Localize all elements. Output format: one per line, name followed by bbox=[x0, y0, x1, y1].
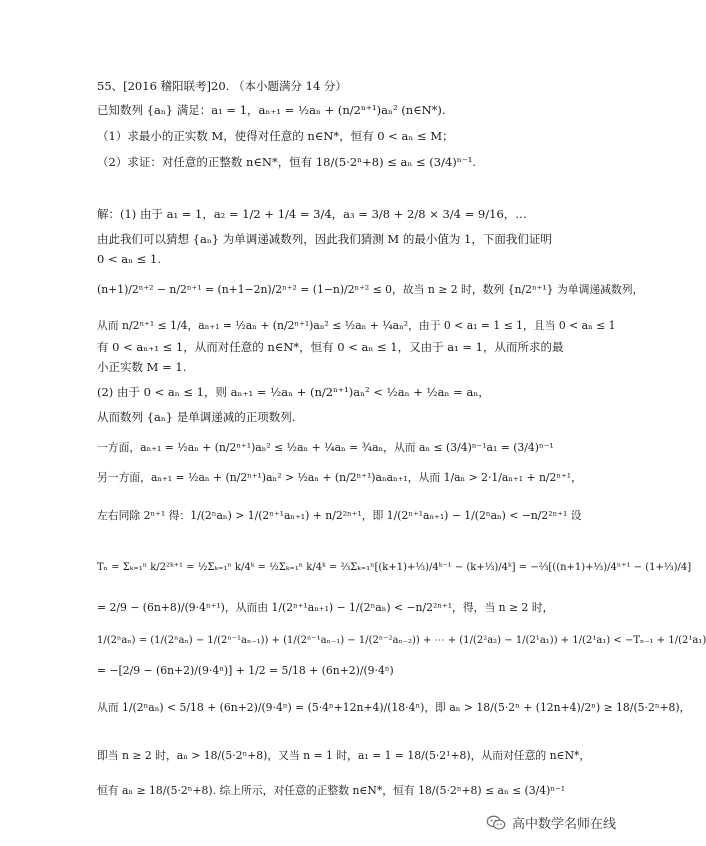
solution-line: 恒有 aₙ ≥ 18/(5·2ⁿ+8). 综上所示，对任意的正整数 n∈N*，恒有 18/(5·2ⁿ+8) ≤ aₙ ≤ (3/4)ⁿ⁻¹ bbox=[97, 784, 566, 797]
solution-line: 有 0 < aₙ₊₁ ≤ 1，从而对任意的 n∈N*，恒有 0 < aₙ ≤ 1，又由于 a₁ = 1，从而所求的最 bbox=[97, 340, 564, 354]
solution-line: (2) 由于 0 < aₙ ≤ 1，则 aₙ₊₁ = ½aₙ + (n/2ⁿ⁺¹)aₙ² < ½aₙ + ½aₙ = aₙ， bbox=[97, 385, 490, 399]
solution-line: 从而 n/2ⁿ⁺¹ ≤ 1/4，aₙ₊₁ = ½aₙ + (n/2ⁿ⁺¹)aₙ² ≤ ½aₙ + ¼aₙ²，由于 0 < a₁ = 1 ≤ 1，且当 0 < aₙ ≤ 1 bbox=[97, 319, 616, 332]
solution-line: 解：(1) 由于 a₁ = 1，a₂ = 1/2 + 1/4 = 3/4，a₃ = 3/8 + 2/8 × 3/4 = 9/16，… bbox=[97, 207, 527, 221]
solution-line: 从而 1/(2ⁿaₙ) < 5/18 + (6n+2)/(9·4ⁿ) = (5·4ⁿ+12n+4)/(18·4ⁿ)，即 aₙ > 18/(5·2ⁿ + (12n+4)/2ⁿ) ≥ 18/(5·2ⁿ+8)， bbox=[97, 701, 691, 714]
solution-line: 小正实数 M = 1. bbox=[97, 360, 187, 374]
question-part-1: （1）求最小的正实数 M，使得对任意的 n∈N*，恒有 0 < aₙ ≤ M； bbox=[97, 129, 454, 143]
solution-line: 0 < aₙ ≤ 1. bbox=[97, 252, 162, 266]
problem-header: 55、[2016 稽阳联考]20. （本小题满分 14 分） bbox=[97, 79, 347, 93]
problem-statement: 已知数列 {aₙ} 满足：a₁ = 1，aₙ₊₁ = ½aₙ + (n/2ⁿ⁺¹)aₙ² (n∈N*). bbox=[97, 103, 446, 117]
solution-line: 从而数列 {aₙ} 是单调递减的正项数列. bbox=[97, 410, 296, 424]
solution-line: Tₙ = Σₖ₌₁ⁿ k/2²ᵏ⁺¹ = ½Σₖ₌₁ⁿ k/4ᵏ = ½Σₖ₌₁ⁿ k/4ᵏ = ⅔Σₖ₌₁ⁿ[(k+1)+⅓)/4ᵏ⁻¹ − (k+⅓)/4ᵏ] = −⅔[((n+1)+⅓)/4ⁿ⁺¹ − (1+⅓)/4] bbox=[97, 562, 692, 573]
solution-line: (n+1)/2ⁿ⁺² − n/2ⁿ⁺¹ = (n+1−2n)/2ⁿ⁺² = (1−n)/2ⁿ⁺² ≤ 0，故当 n ≥ 2 时，数列 {n/2ⁿ⁺¹} 为单调递减数列， bbox=[97, 283, 644, 296]
question-part-2: （2）求证：对任意的正整数 n∈N*，恒有 18/(5·2ⁿ+8) ≤ aₙ ≤ (3/4)ⁿ⁻¹. bbox=[97, 155, 477, 169]
solution-line: = 2/9 − (6n+8)/(9·4ⁿ⁺¹)，从而由 1/(2ⁿ⁺¹aₙ₊₁) − 1/(2ⁿaₙ) < −n/2²ⁿ⁺¹，得，当 n ≥ 2 时， bbox=[97, 601, 554, 614]
solution-line: 左右同除 2ⁿ⁺¹ 得：1/(2ⁿaₙ) > 1/(2ⁿ⁺¹aₙ₊₁) + n/2²ⁿ⁺¹，即 1/(2ⁿ⁺¹aₙ₊₁) − 1/(2ⁿaₙ) < −n/2²ⁿ⁺¹ 设 bbox=[97, 509, 582, 522]
wechat-icon bbox=[486, 815, 506, 831]
solution-line: 1/(2ⁿaₙ) = (1/(2ⁿaₙ) − 1/(2ⁿ⁻¹aₙ₋₁)) + (1/(2ⁿ⁻¹aₙ₋₁) − 1/(2ⁿ⁻²aₙ₋₂)) + ⋯ + (1/(2²a₂) − 1/(2¹a₁)) + 1/(2¹a₁) < −Tₙ₋₁ + 1/(2¹a₁) bbox=[97, 635, 706, 646]
solution-line: = −[2/9 − (6n+2)/(9·4ⁿ)] + 1/2 = 5/18 + (6n+2)/(9·4ⁿ) bbox=[97, 664, 394, 677]
solution-line: 一方面，aₙ₊₁ = ½aₙ + (n/2ⁿ⁺¹)aₙ² ≤ ½aₙ + ¼aₙ = ¾aₙ，从而 aₙ ≤ (3/4)ⁿ⁻¹a₁ = (3/4)ⁿ⁻¹ bbox=[97, 441, 554, 454]
watermark bbox=[486, 813, 616, 832]
solution-line: 由此我们可以猜想 {aₙ} 为单调递减数列，因此我们猜测 M 的最小值为 1，下面我们证明 bbox=[97, 232, 552, 246]
solution-line: 即当 n ≥ 2 时，aₙ > 18/(5·2ⁿ+8)，又当 n = 1 时，a₁ = 1 = 18/(5·2¹+8)，从而对任意的 n∈N*， bbox=[97, 749, 591, 762]
solution-line: 另一方面，aₙ₊₁ = ½aₙ + (n/2ⁿ⁺¹)aₙ² > ½aₙ + (n/2ⁿ⁺¹)aₙaₙ₊₁，从而 1/aₙ > 2·1/aₙ₊₁ + n/2ⁿ⁺¹， bbox=[97, 471, 582, 484]
watermark-text: 高中数学名师在线 bbox=[511, 817, 616, 832]
